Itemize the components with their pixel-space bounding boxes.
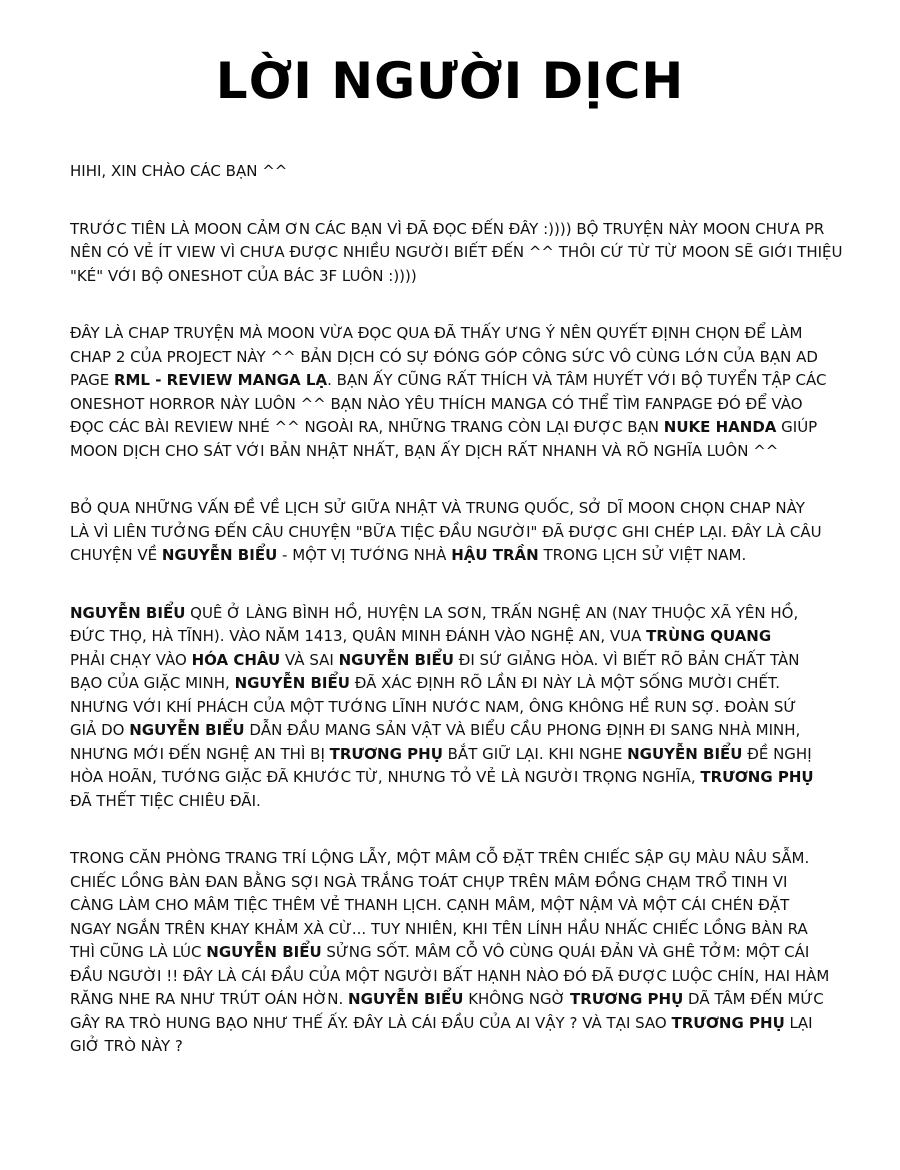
text-line: CÀNG LÀM CHO MÂM TIỆC THÊM VẺ THANH LỊCH. CẠNH MÂM, MỘT NẬM VÀ MỘT CÁI CHÉN ĐẶT — [70, 896, 790, 914]
paragraph-2 — [70, 218, 843, 289]
text-line: NHƯNG MỚI ĐẾN NGHỆ AN THÌ BỊ TRƯƠNG PHỤ BẮT GIỮ LẠI. KHI NGHE NGUYỄN BIỂU ĐỀ NGHỊ — [70, 744, 812, 763]
bold-name: NGUYỄN BIỂU — [627, 744, 743, 763]
paragraph-6 — [70, 847, 840, 1059]
paragraph-4 — [70, 497, 840, 568]
text-line: NHƯNG VỚI KHÍ PHÁCH CỦA MỘT TƯỚNG LĨNH NƯỚC NAM, ÔNG KHÔNG HỀ RUN SỢ. ĐOÀN SỨ — [70, 697, 797, 716]
bold-name: TRƯƠNG PHỤ — [700, 768, 814, 786]
text-line: GIỞ TRÒ NÀY ? — [70, 1037, 183, 1055]
text-line: TRƯỚC TIÊN LÀ MOON CẢM ƠN CÁC BẠN VÌ ĐÃ ĐỌC ĐẾN ĐÂY :)))) BỘ TRUYỆN NÀY MOON CHƯA PR — [70, 219, 825, 238]
text-line: PAGE RML - REVIEW MANGA LẠ. BẠN ẤY CŨNG RẤT THÍCH VÀ TÂM HUYẾT VỚI BỘ TUYỂN TẬP CÁC — [70, 371, 827, 389]
bold-name: TRƯƠNG PHỤ — [570, 990, 684, 1008]
bold-name: RML - REVIEW MANGA LẠ — [113, 371, 328, 389]
text-line: ĐÂY LÀ CHAP TRUYỆN MÀ MOON VỪA ĐỌC QUA ĐÃ THẤY ƯNG Ý NÊN QUYẾT ĐỊNH CHỌN ĐỂ LÀM — [70, 324, 803, 342]
text-line: CHAP 2 CỦA PROJECT NÀY ^^ BẢN DỊCH CÓ SỰ ĐÓNG GÓP CÔNG SỨC VÔ CÙNG LỚN CỦA BẠN AD — [70, 347, 818, 366]
bold-name: TRƯƠNG PHỤ — [329, 744, 443, 763]
bold-name: TRƯƠNG PHỤ — [671, 1013, 785, 1032]
text-line: GIẢ DO NGUYỄN BIỂU DẪN ĐẦU MANG SẢN VẬT VÀ BIỂU CẦU PHONG ĐỊNH ĐI SANG NHÀ MINH, — [70, 721, 801, 739]
text-line: ĐÃ THẾT TIỆC CHIÊU ĐÃI. — [70, 791, 261, 810]
bold-name: NGUYỄN BIỂU — [338, 650, 454, 669]
text-line: GÂY RA TRÒ HUNG BẠO NHƯ THẾ ẤY. ĐÂY LÀ CÁI ĐẦU CỦA AI VẬY ? VÀ TẠI SAO TRƯƠNG PHỤ LẠI — [70, 1013, 813, 1032]
text-line: CHIẾC LỒNG BÀN ĐAN BẰNG SỢI NGÀ TRẮNG TOÁT CHỤP TRÊN MÂM ĐỒNG CHẠM TRỔ TINH VI — [70, 872, 788, 891]
text-line: ONESHOT HORROR NÀY LUÔN ^^ BẠN NÀO YÊU THÍCH MANGA CÓ THỂ TÌM FANPAGE ĐÓ ĐỂ VÀO — [70, 394, 803, 413]
text-line: NÊN CÓ VẺ ÍT VIEW VÌ CHƯA ĐƯỢC NHIỀU NGƯỜI BIẾT ĐẾN ^^ THÔI CỨ TỪ TỪ MOON SẼ GIỚI THIỆU — [70, 243, 843, 261]
text-line: BỎ QUA NHỮNG VẤN ĐỀ VỀ LỊCH SỬ GIỮA NHẬT VÀ TRUNG QUỐC, SỞ DĨ MOON CHỌN CHAP NÀY — [70, 499, 805, 517]
text-line: "KÉ" VỚI BỘ ONESHOT CỦA BÁC 3F LUÔN :)))) — [70, 266, 417, 285]
bold-name: NGUYỄN BIỂU — [348, 990, 464, 1008]
text-line: BẠO CỦA GIẶC MINH, NGUYỄN BIỂU ĐÃ XÁC ĐỊNH RÕ LẦN ĐI NÀY LÀ MỘT SỐNG MƯỜI CHẾT. — [70, 674, 781, 692]
bold-name: NGUYỄN BIỂU — [234, 674, 350, 692]
bold-name: HÓA CHÂU — [191, 650, 281, 669]
note-body — [70, 160, 843, 1093]
bold-name: HẬU TRẦN — [451, 546, 539, 564]
text-line: MOON DỊCH CHO SÁT VỚI BẢN NHẬT NHẤT, BẠN ẤY DỊCH RẤT NHANH VÀ RÕ NGHĨA LUÔN ^^ — [70, 441, 779, 460]
text-line: CHUYỆN VỀ NGUYỄN BIỂU - MỘT VỊ TƯỚNG NHÀ HẬU TRẦN TRONG LỊCH SỬ VIỆT NAM. — [70, 546, 747, 564]
text-line: ĐẦU NGƯỜI !! ĐÂY LÀ CÁI ĐẦU CỦA MỘT NGƯỜI BẤT HẠNH NÀO ĐÓ ĐÃ ĐƯỢC LUỘC CHÍN, HAI HÀM — [70, 966, 830, 985]
text-line: THÌ CŨNG LÀ LÚC NGUYỄN BIỂU SỬNG SỐT. MÂM CỖ VÔ CÙNG QUÁI ĐẢN VÀ GHÊ TỞM: MỘT CÁI — [70, 943, 810, 961]
text-line: HÒA HOÃN, TƯỚNG GIẶC ĐÃ KHƯỚC TỪ, NHƯNG TỎ VẺ LÀ NGƯỜI TRỌNG NGHĨA, TRƯƠNG PHỤ — [70, 768, 814, 786]
paragraph-1 — [70, 160, 840, 184]
bold-name: NGUYỄN BIỂU — [70, 603, 186, 622]
text-line: PHẢI CHẠY VÀO HÓA CHÂU VÀ SAI NGUYỄN BIỂU ĐI SỨ GIẢNG HÒA. VÌ BIẾT RÕ BẢN CHẤT TÀN — [70, 650, 800, 669]
text-line: NGUYỄN BIỂU QUÊ Ở LÀNG BÌNH HỒ, HUYỆN LA SƠN, TRẤN NGHỆ AN (NAY THUỘC XÃ YÊN HỒ, — [70, 603, 799, 622]
bold-name: NGUYỄN BIỂU — [161, 546, 278, 564]
text-line: LÀ VÌ LIÊN TƯỞNG ĐẾN CÂU CHUYỆN "BỮA TIỆC ĐẦU NGƯỜI" ĐÃ ĐƯỢC GHI CHÉP LẠI. ĐÂY LÀ CÂU — [70, 522, 822, 541]
paragraph-5 — [70, 602, 840, 814]
text-line: RĂNG NHE RA NHƯ TRÚT OÁN HỜN. NGUYỄN BIỂU KHÔNG NGỜ TRƯƠNG PHỤ DÃ TÂM ĐẾN MỨC — [70, 990, 824, 1008]
text-line: NGAY NGẮN TRÊN KHAY KHẢM XÀ CỪ... TUY NHIÊN, KHI TÊN LÍNH HẦU NHẤC CHIẾC LỒNG BÀN RA — [70, 919, 808, 938]
bold-name: TRÙNG QUANG — [646, 627, 772, 645]
page-title: LỜI NGƯỜI DỊCH — [215, 52, 685, 110]
bold-name: NGUYỄN BIỂU — [206, 943, 322, 961]
text-line: TRONG CĂN PHÒNG TRANG TRÍ LỘNG LẪY, MỘT MÂM CỖ ĐẶT TRÊN CHIẾC SẬP GỤ MÀU NÂU SẪM. — [70, 849, 810, 867]
bold-name: NGUYỄN BIỂU — [129, 721, 245, 739]
paragraph-3 — [70, 322, 840, 463]
bold-name: NUKE HANDA — [663, 418, 777, 436]
text-line: HIHI, XIN CHÀO CÁC BẠN ^^ — [70, 162, 288, 180]
text-line: ĐỌC CÁC BÀI REVIEW NHÉ ^^ NGOÀI RA, NHỮNG TRANG CÒN LẠI ĐƯỢC BẠN NUKE HANDA GIÚP — [70, 418, 818, 436]
text-line: ĐỨC THỌ, HÀ TĨNH). VÀO NĂM 1413, QUÂN MINH ĐÁNH VÀO NGHỆ AN, VUA TRÙNG QUANG — [70, 627, 772, 645]
